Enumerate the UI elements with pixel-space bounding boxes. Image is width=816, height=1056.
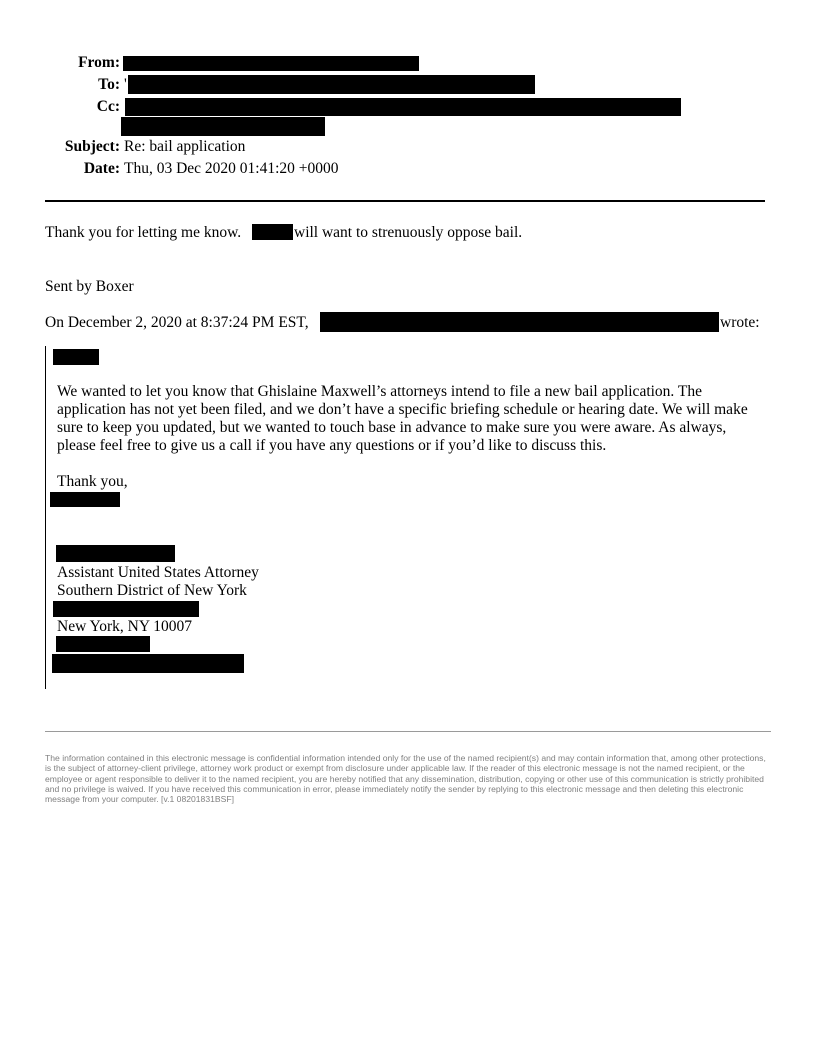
footer-divider [45, 731, 771, 732]
cc-label: Cc: [96, 98, 120, 115]
confidentiality-disclaimer: The information contained in this electronic message is confidential information intended only for the use of the named recipient(s) and may contain information that, among other protections, is the subject of attorney-client privilege, attorney work product or exempt from disclosure under applicable law. If the reader of this electronic message is not the named recipient, or the employee or agent responsible to deliver it to the named recipient, you are hereby notified that any dissemination, distribution, copying or other use of this communication is strictly prohibited and no privilege is waived. If you have received this communication in error, please immediately notify the sender by replying to this electronic message and then deleting this electronic message from your computer. [v.1 08201831BSF] [45, 753, 766, 805]
quote-intro: On December 2, 2020 at 8:37:24 PM EST, [45, 314, 309, 331]
reply-text-after: will want to strenuously oppose bail. [294, 224, 523, 241]
signature-city: New York, NY 10007 [57, 618, 193, 635]
to-prefix: ' [124, 76, 127, 93]
reply-text-before: Thank you for letting me know. [45, 224, 242, 241]
signature-title: Assistant United States Attorney [57, 564, 259, 581]
sent-by-signature: Sent by Boxer [45, 278, 134, 295]
quoted-closing: Thank you, [57, 473, 128, 490]
subject-label: Subject: [64, 138, 120, 155]
quote-wrote: wrote: [720, 314, 760, 331]
from-label: From: [78, 54, 120, 71]
redaction-salutation [53, 349, 99, 365]
redaction-signature-email [52, 654, 244, 673]
redaction-quote-sender [320, 312, 719, 332]
redaction-signature-phone [56, 636, 150, 652]
redaction-from [123, 56, 419, 71]
header-divider [45, 200, 765, 202]
redaction-signature-name [56, 545, 175, 562]
quoted-paragraph: We wanted to let you know that Ghislaine Maxwell’s attorneys intend to file a new bail application. The application has not yet been filed, and we don’t have a specific briefing schedule or hearing date. We will make sure to keep you updated, but we wanted to touch base in advance to make sure you were aware. As always, please feel free to give us a call if you have any questions or if you’d like to discuss this. [57, 383, 748, 454]
redaction-cc-line2 [121, 117, 325, 136]
redaction-to [128, 75, 535, 94]
redaction-reply-name [252, 224, 293, 240]
subject-value: Re: bail application [124, 138, 246, 155]
redaction-sender-name [50, 492, 120, 507]
signature-district: Southern District of New York [57, 582, 247, 599]
quote-bar [45, 346, 46, 689]
date-label: Date: [83, 160, 120, 177]
redaction-signature-address [53, 601, 199, 617]
redaction-cc-line1 [125, 98, 681, 116]
to-label: To: [98, 76, 120, 93]
date-value: Thu, 03 Dec 2020 01:41:20 +0000 [124, 160, 339, 177]
